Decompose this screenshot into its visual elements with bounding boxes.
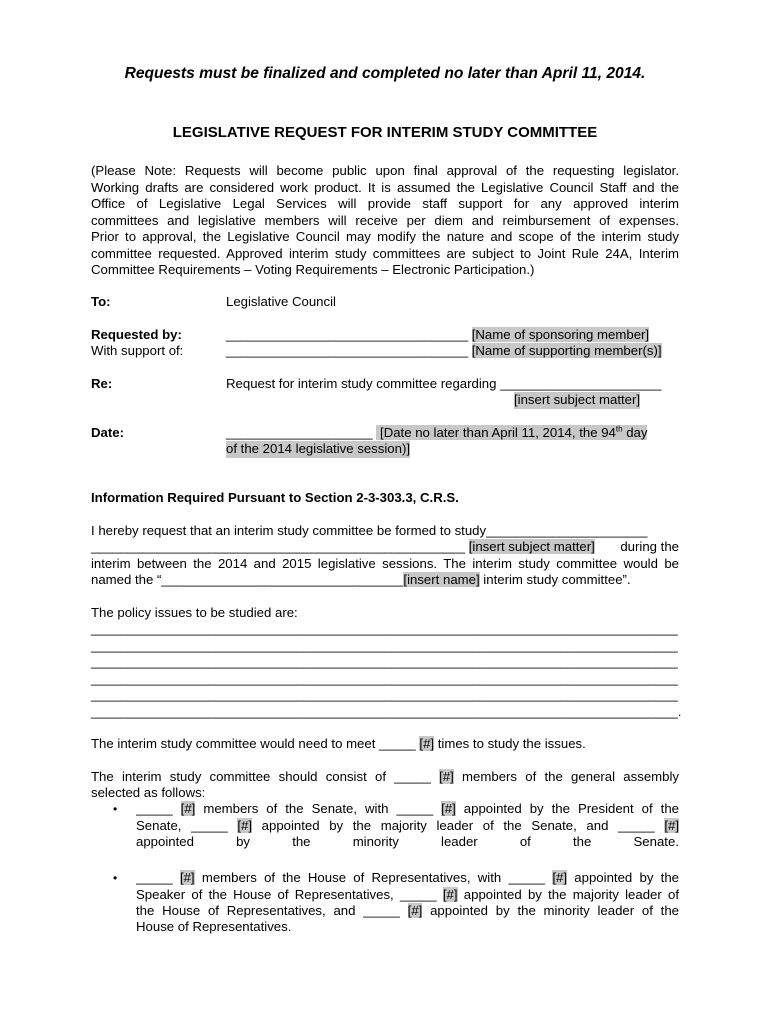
note-line: committees and legislative members will receive per diem and reimbursement of expenses. — [91, 212, 679, 228]
request-subject-placeholder[interactable]: [insert subject matter] — [468, 539, 595, 554]
committee-name-placeholder[interactable]: [insert name] — [403, 572, 480, 587]
bullet-icon: • — [113, 871, 118, 885]
senate-majority-placeholder[interactable]: [#] — [237, 817, 253, 833]
senate-members-placeholder[interactable]: [#] — [180, 801, 196, 816]
bullet-icon: • — [113, 802, 118, 816]
house-members-placeholder[interactable]: [#] — [179, 870, 195, 885]
house-speaker-placeholder[interactable]: [#] — [552, 870, 568, 885]
note-line: (Please Note: Requests will become public upon final approval of the requesting legislator. — [91, 163, 679, 178]
house-majority-placeholder[interactable]: [#] — [442, 886, 458, 902]
requested-by-blank: _________________________________ — [226, 327, 469, 342]
re-label: Re: — [91, 376, 113, 391]
house-line4: House of Representatives. — [136, 919, 292, 934]
info-heading: Information Required Pursuant to Section 2-3-303.3, C.R.S. — [91, 490, 459, 505]
date-placeholder-line1[interactable]: [Date no later than April 11, 2014, the 94th day — [376, 425, 647, 440]
policy-label: The policy issues to be studied are: — [91, 605, 298, 620]
request-line2: ___________________________________________________ [insert subject matter] during the — [91, 539, 679, 554]
form-title: LEGISLATIVE REQUEST FOR INTERIM STUDY COMMITTEE — [172, 124, 598, 141]
deadline-notice: Requests must be finalized and completed no later than April 11, 2014. — [124, 65, 646, 82]
members-count-placeholder[interactable]: [#] — [439, 769, 454, 784]
with-support-of-field[interactable] — [226, 343, 662, 360]
policy-line[interactable]: ________________________________________________________________________________. — [91, 704, 682, 719]
date-blank: ____________________ — [226, 425, 373, 440]
house-line3: the House of Representatives, and _____ [#] appointed by the minority leader of the — [136, 903, 679, 918]
note-line: Prior to approval, the Legislative Council may modify the nature and scope of the interim study — [91, 229, 679, 244]
date-label: Date: — [91, 425, 124, 440]
policy-line[interactable]: ________________________________________________________________________________ — [91, 671, 678, 686]
consist-line2: selected as follows: — [91, 785, 206, 800]
sponsoring-member-placeholder[interactable]: [Name of sponsoring member] — [471, 327, 650, 342]
policy-line[interactable]: ________________________________________________________________________________ — [91, 654, 678, 669]
house-line1: _____ [#] members of the House of Representatives, with _____ [#] appointed by the — [136, 870, 679, 885]
note-line: committee requested. Approved interim study committees are subject to Joint Rule 24A, Interim — [91, 245, 679, 261]
senate-line1: _____ [#] members of the Senate, with _____ [#] appointed by the President of the — [136, 801, 679, 816]
supporting-members-placeholder[interactable]: [Name of supporting member(s)] — [471, 343, 662, 358]
meet-count-placeholder[interactable]: [#] — [419, 736, 435, 751]
requested-by-label: Requested by: — [91, 327, 182, 342]
meet-sentence: The interim study committee would need to meet _____ [#] times to study the issues. — [91, 736, 586, 751]
policy-line[interactable]: ________________________________________________________________________________ — [91, 687, 678, 702]
senate-minority-placeholder[interactable]: [#] — [664, 817, 679, 833]
note-line: Office of Legislative Legal Services will provide staff support for any approved interim — [91, 196, 679, 211]
date-placeholder-line2[interactable]: of the 2014 legislative session)] — [226, 441, 411, 456]
request-line3: interim between the 2014 and 2015 legislative sessions. The interim study committee would be — [91, 555, 679, 571]
senate-line2: Senate, _____ [#] appointed by the majority leader of the Senate, and _____ [#] — [136, 817, 679, 833]
policy-line[interactable]: ________________________________________________________________________________ — [91, 621, 678, 636]
to-label: To: — [91, 294, 111, 309]
consist-line1: The interim study committee should consist of _____ [#] members of the general assembly — [91, 769, 679, 784]
senate-president-placeholder[interactable]: [#] — [441, 801, 456, 816]
house-line2: Speaker of the House of Representatives, _____ [#] appointed by the majority leader of — [136, 886, 679, 902]
with-support-of-label: With support of: — [91, 343, 184, 358]
re-text: Request for interim study committee regarding ______________________ — [226, 376, 662, 391]
policy-line[interactable]: ________________________________________________________________________________ — [91, 638, 678, 653]
request-line1: I hereby request that an interim study committee be formed to study______________________ — [91, 523, 648, 538]
date-field[interactable] — [226, 425, 647, 442]
request-line4: named the “_________________________________[insert name] interim study committee”. — [91, 572, 631, 587]
note-line: Committee Requirements – Voting Requirements – Electronic Participation.) — [91, 262, 535, 277]
house-minority-placeholder[interactable]: [#] — [407, 903, 423, 918]
senate-line3: appointed by the minority leader of the Senate. — [136, 834, 679, 849]
requested-by-field[interactable] — [226, 327, 649, 344]
note-line: Working drafts are considered work product. It is assumed the Legislative Council Staff and the — [91, 179, 679, 195]
re-subject-placeholder[interactable]: [insert subject matter] — [514, 392, 641, 407]
to-value: Legislative Council — [226, 294, 336, 309]
with-support-of-blank: _________________________________ — [226, 343, 469, 358]
